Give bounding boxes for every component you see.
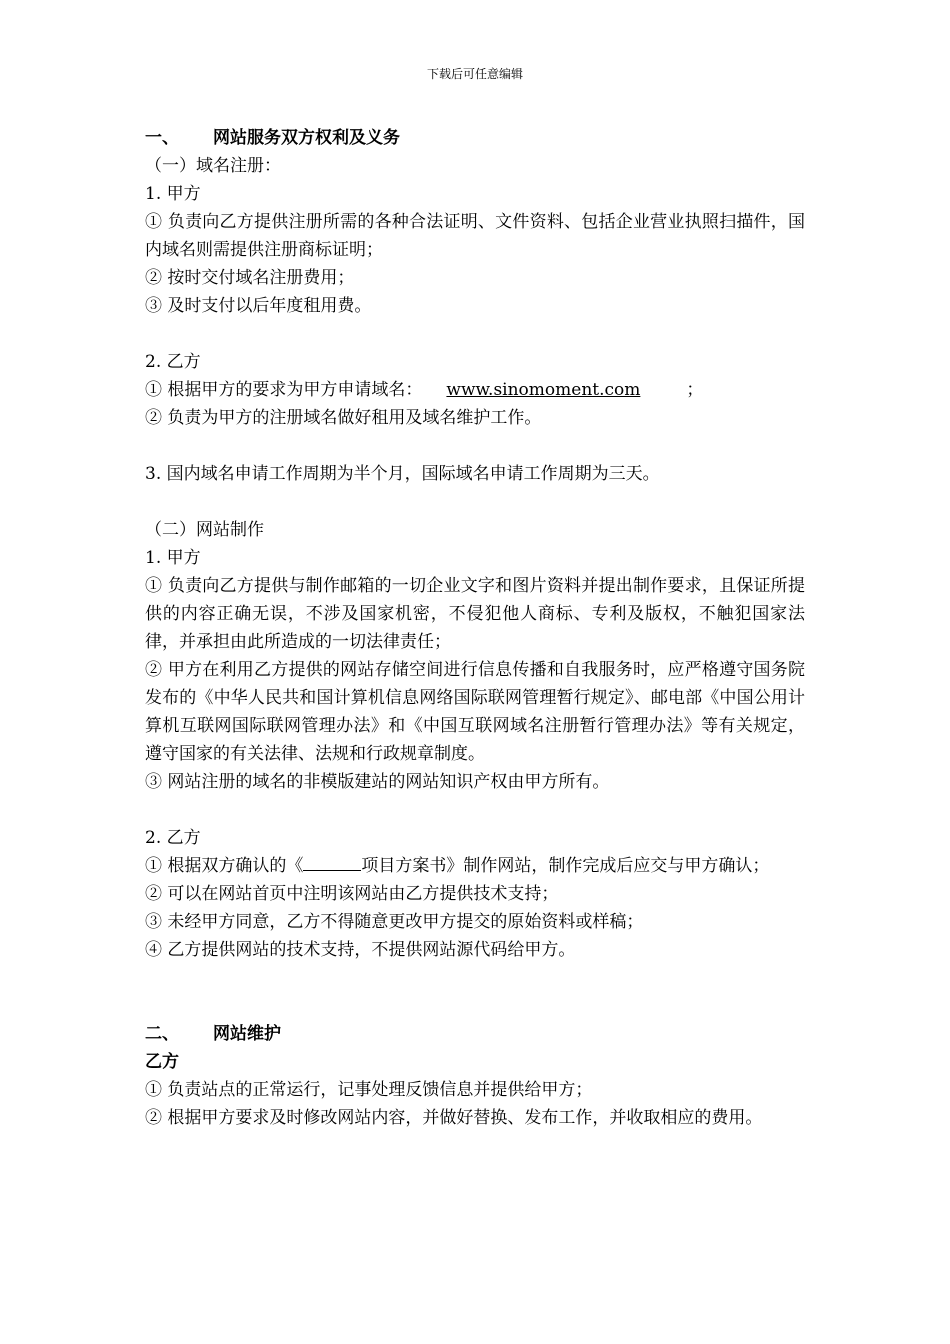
list-item: ③ 及时支付以后年度租用费。 xyxy=(145,296,372,316)
list-item: ② 按时交付域名注册费用； xyxy=(145,268,355,288)
party-b-label: 乙方 xyxy=(145,1052,179,1072)
party-a-label: 1. 甲方 xyxy=(145,548,201,568)
section-2-title: 网站维护 xyxy=(213,1024,281,1044)
list-item: ① 负责向乙方提供注册所需的各种合法证明、文件资料、包括企业营业执照扫描件，国内域名则需提供注册商标证明； xyxy=(145,212,805,260)
plan-item-prefix: ① 根据双方确认的《 xyxy=(145,856,304,876)
party-a-label: 1. 甲方 xyxy=(145,184,201,204)
section-2-number: 二、 xyxy=(145,1024,179,1044)
list-item: ③ 网站注册的域名的非模版建站的网站知识产权由甲方所有。 xyxy=(145,772,610,792)
list-item: ② 负责为甲方的注册域名做好租用及域名维护工作。 xyxy=(145,408,542,428)
section-2-heading xyxy=(145,1020,805,1048)
period-note: 3. 国内域名申请工作周期为半个月，国际域名申请工作周期为三天。 xyxy=(145,464,660,484)
party-b-label: 2. 乙方 xyxy=(145,352,201,372)
spacer xyxy=(145,964,805,992)
list-item: ① 负责向乙方提供与制作邮箱的一切企业文字和图片资料并提出制作要求，且保证所提供的内容正确无误，不涉及国家机密，不侵犯他人商标、专利及版权，不触犯国家法律，并承担由此所造成的一切法律责任； xyxy=(145,576,805,652)
list-item: ④ 乙方提供网站的技术支持，不提供网站源代码给甲方。 xyxy=(145,940,576,960)
subsection-1-title: （一）域名注册： xyxy=(145,156,281,176)
list-item xyxy=(145,852,805,880)
section-1-title: 网站服务双方权利及义务 xyxy=(213,128,400,148)
plan-name-blank xyxy=(303,852,361,871)
document-body xyxy=(145,124,805,1132)
list-item: ② 甲方在利用乙方提供的网站存储空间进行信息传播和自我服务时，应严格遵守国务院发布的《中华人民共和国计算机信息网络国际联网管理暂行规定》、邮电部《中国公用计算机互联网国际联网管理办法》和《中国互联网域名注册暂行管理办法》等有关规定，遵守国家的有关法律、法规和行政规章制度。 xyxy=(145,660,805,764)
spacer xyxy=(145,320,805,348)
spacer xyxy=(145,432,805,460)
list-item: ② 根据甲方要求及时修改网站内容，并做好替换、发布工作，并收取相应的费用。 xyxy=(145,1108,763,1128)
list-item: ③ 未经甲方同意，乙方不得随意更改甲方提交的原始资料或样稿； xyxy=(145,912,644,932)
list-item: ② 可以在网站首页中注明该网站由乙方提供技术支持； xyxy=(145,884,559,904)
spacer xyxy=(145,488,805,516)
spacer xyxy=(145,992,805,1020)
spacer xyxy=(145,796,805,824)
domain-value: www.sinomoment.com xyxy=(446,380,641,400)
party-b-label: 2. 乙方 xyxy=(145,828,201,848)
domain-item-prefix: ① 根据甲方的要求为甲方申请域名： xyxy=(145,380,423,400)
plan-item-suffix: 项目方案书》制作网站，制作完成后应交与甲方确认； xyxy=(361,856,770,876)
list-item: ① 负责站点的正常运行，记事处理反馈信息并提供给甲方； xyxy=(145,1080,593,1100)
list-item xyxy=(145,376,805,404)
section-1-heading xyxy=(145,124,805,152)
section-1-number: 一、 xyxy=(145,128,179,148)
domain-item-suffix: ； xyxy=(686,380,704,400)
page-header: 下载后可任意编辑 xyxy=(426,67,523,81)
domain-field xyxy=(422,380,686,400)
subsection-2-title: （二）网站制作 xyxy=(145,520,264,540)
